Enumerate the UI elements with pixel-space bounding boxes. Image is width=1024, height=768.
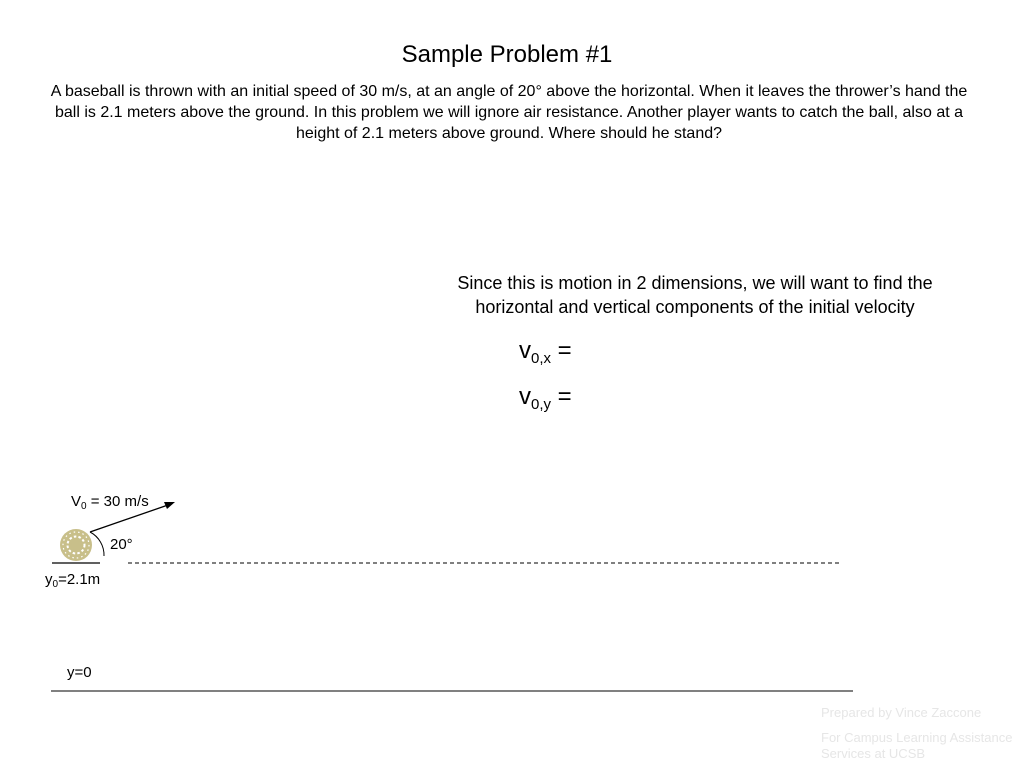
slide-title: Sample Problem #1 — [401, 41, 613, 68]
problem-statement: A baseball is thrown with an initial speed of 30 m/s, at an angle of 20° above the horizontal. When it leaves the thrower’s hand the ball is 2.1 meters above the ground. In this problem we will ignore air resistance. Another player wants to catch the ball, also at a height of 2.1 meters above ground. Where should he stand? — [50, 83, 968, 142]
explanation-text: Since this is motion in 2 dimensions, we will want to find the horizontal and vertical components of the initial velocity — [457, 273, 933, 317]
equation-v0y-symbol: v — [519, 383, 531, 410]
equation-v0y — [519, 383, 572, 411]
initial-height-label — [45, 571, 100, 589]
equation-v0x-rhs: = — [551, 337, 572, 364]
baseball-icon — [60, 529, 92, 561]
initial-height-value: =2.1m — [58, 571, 101, 588]
equation-v0x-subscript: 0,x — [531, 350, 552, 367]
equation-v0x — [519, 337, 572, 365]
equation-v0y-rhs: = — [551, 383, 572, 410]
ground-label: y=0 — [67, 664, 92, 681]
initial-height-subscript: 0 — [52, 579, 59, 590]
velocity-arrowhead — [164, 502, 175, 509]
equation-v0x-symbol: v — [519, 337, 531, 364]
angle-label: 20° — [110, 536, 133, 553]
initial-velocity-symbol: V — [71, 493, 82, 510]
initial-velocity-subscript: 0 — [81, 501, 87, 512]
angle-arc — [90, 532, 104, 556]
initial-height-symbol: y — [45, 571, 53, 588]
credit-author: Prepared by Vince Zaccone — [821, 705, 982, 720]
equation-v0y-subscript: 0,y — [531, 396, 552, 413]
projectile-diagram — [0, 480, 1024, 710]
initial-velocity-value: = 30 m/s — [86, 493, 149, 510]
initial-velocity-label — [71, 493, 149, 511]
credit-organization: For Campus Learning Assistance Services at UCSB — [821, 730, 1013, 761]
